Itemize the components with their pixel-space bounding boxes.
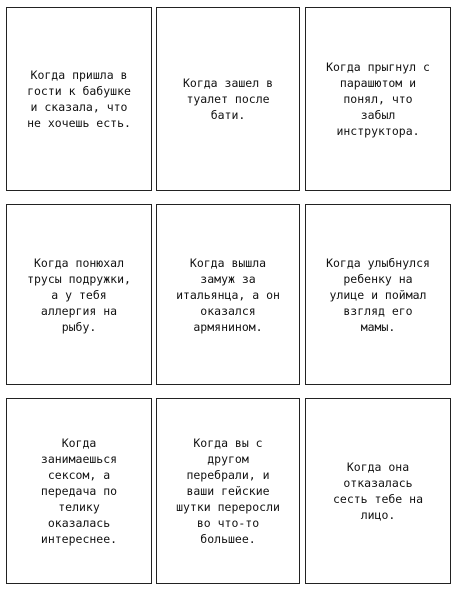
card-text: Когда прыгнул с парашютом и понял, что забыл инструктора.	[326, 60, 430, 138]
card-text: Когда занимаешься сексом, а передача по телику оказалась интереснее.	[40, 436, 118, 546]
card-text: Когда вы с другом перебрали, и ваши гейские шутки переросли во что-то большее.	[176, 436, 280, 546]
card-text: Когда улыбнулся ребенку на улице и поймал взгляд его мамы.	[326, 255, 430, 334]
card-8	[156, 398, 300, 584]
card-6	[305, 204, 451, 385]
card-2	[156, 7, 300, 191]
card-3	[305, 7, 451, 191]
card-9	[305, 398, 451, 584]
card-text: Когда пришла в гости к бабушке и сказала, что не хочешь есть.	[27, 68, 131, 130]
card-7	[6, 398, 152, 584]
card-text: Когда она отказалась сесть тебе на лицо.	[332, 460, 423, 522]
card-4	[6, 204, 152, 385]
card-1	[6, 7, 152, 191]
card-5	[156, 204, 300, 385]
card-text: Когда вышла замуж за итальянца, а он оказался армянином.	[176, 255, 280, 334]
card-text: Когда понюхал трусы подружки, а у тебя аллергия на рыбу.	[27, 255, 131, 334]
card-text: Когда зашел в туалет после бати.	[182, 76, 273, 122]
